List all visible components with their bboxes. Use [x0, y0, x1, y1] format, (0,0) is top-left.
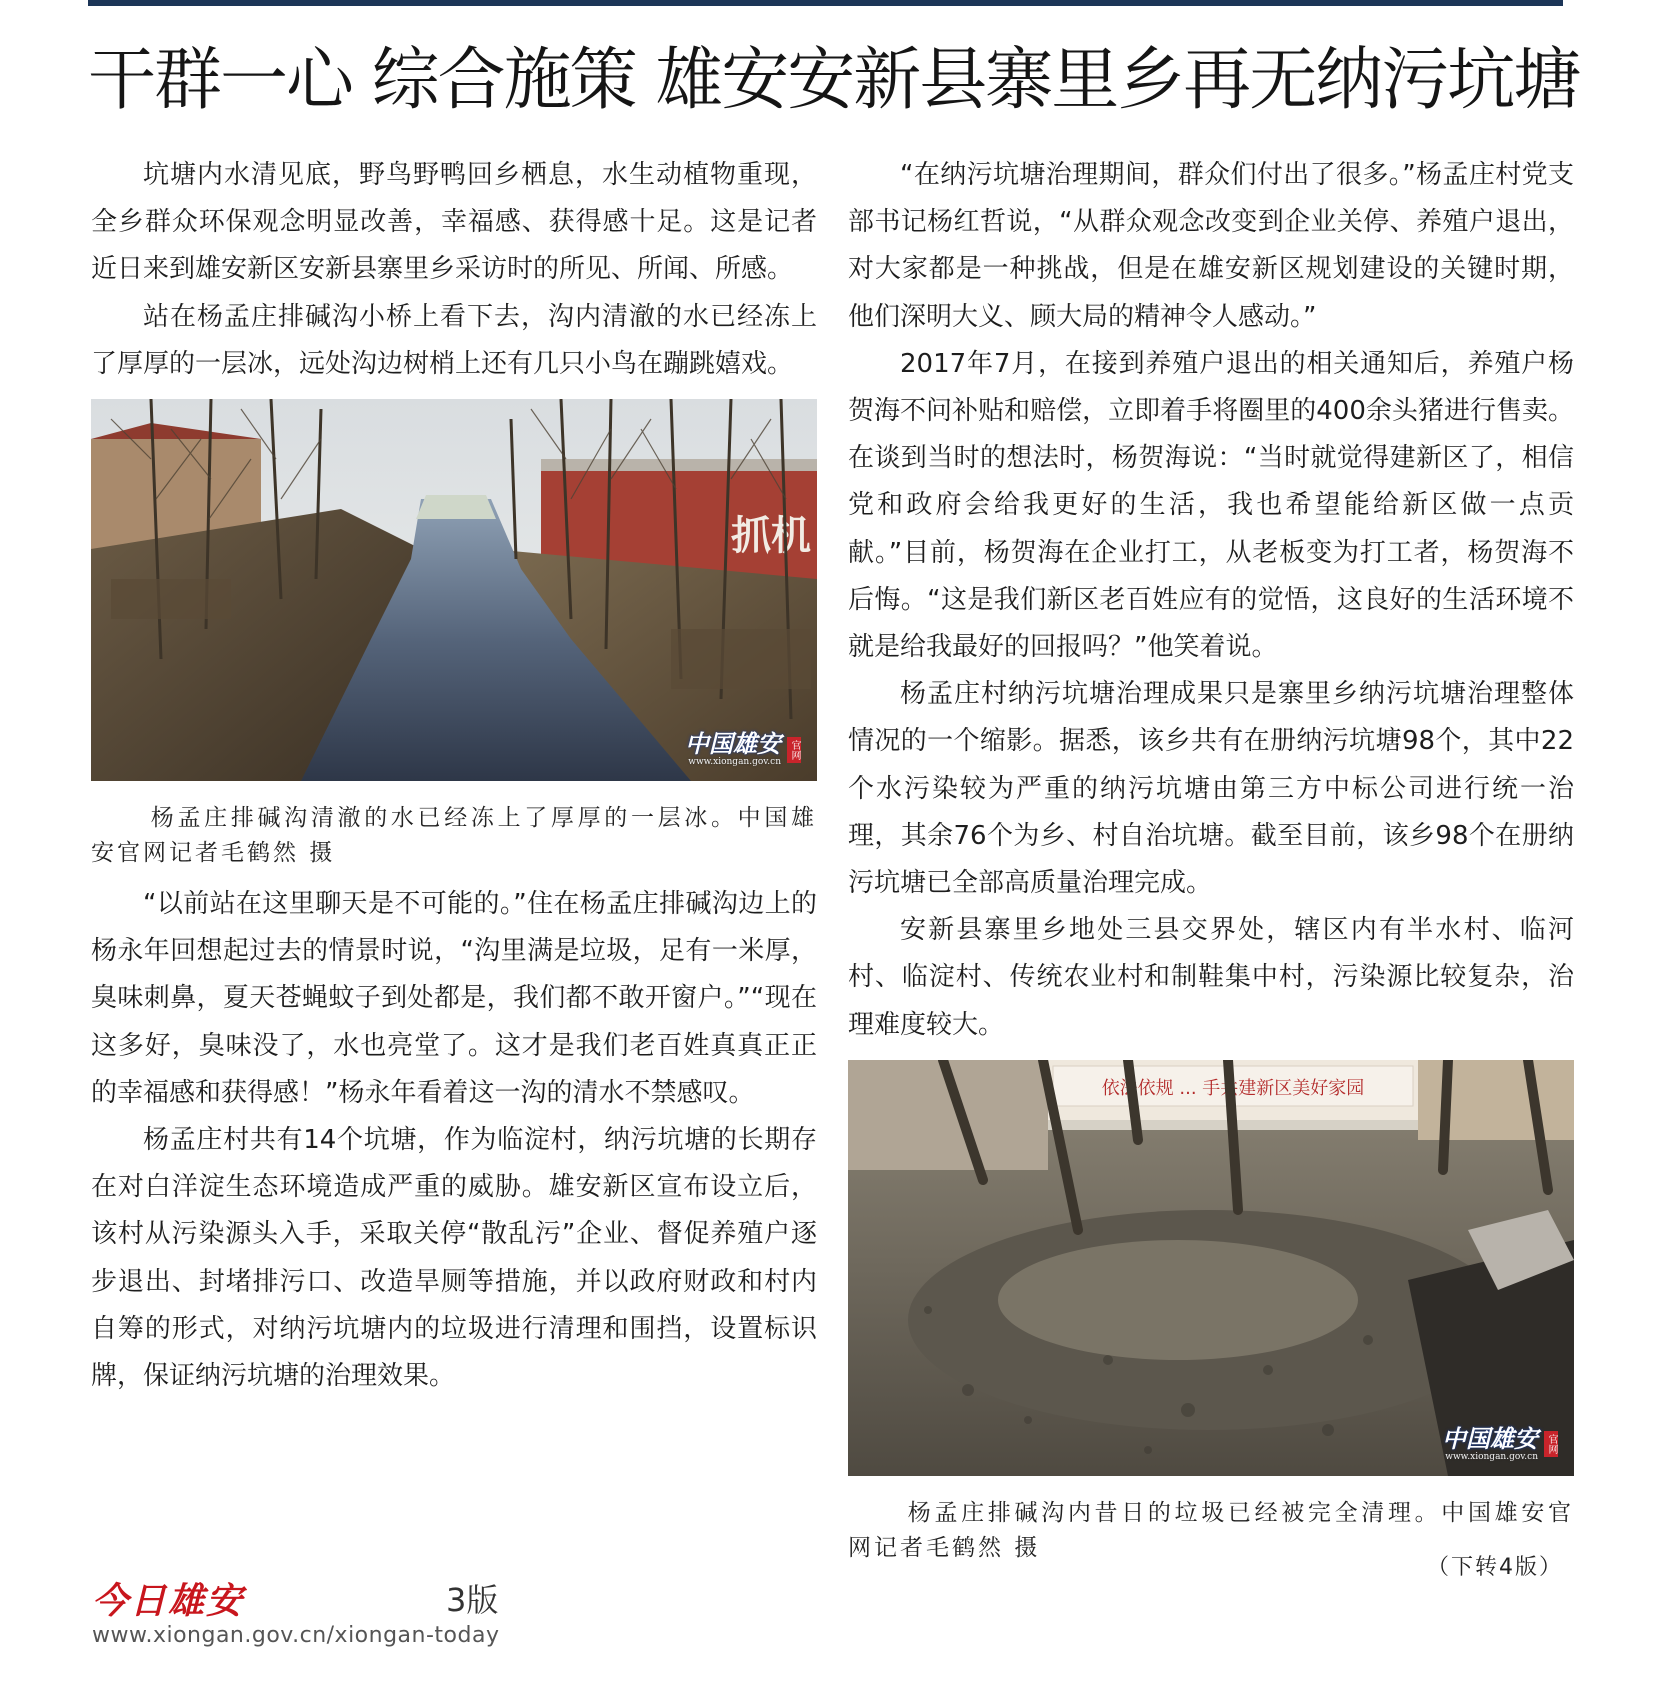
wall-banner: 依法依规 ... 手共建新区美好家园 [1101, 1077, 1365, 1099]
watermark-url: www.xiongan.gov.cn [688, 757, 781, 768]
left-column [91, 152, 817, 1400]
article-paragraph: 杨孟庄村共有14个坑塘，作为临淀村，纳污坑塘的长期存在对白洋淀生态环境造成严重的威胁。雄安新区宣布设立后，该村从污染源头入手，采取关停“散乱污”企业、督促养殖户逐步退出、封堵排污口、改造旱厕等措施，并以政府财政和村内自筹的形式，对纳污坑塘内的垃圾进行清理和围挡，设置标识牌，保证纳污坑塘的治理效果。 [91, 1125, 817, 1392]
article-paragraph: “在纳污坑塘治理期间，群众们付出了很多。”杨孟庄村党支部书记杨红哲说，“从群众观念改变到企业关停、养殖户退出，对大家都是一种挑战，但是在雄安新区规划建设的关键时期，他们深明大义、顾大局的精神令人感动。” [848, 160, 1574, 332]
publication-logo: 今日雄安 [92, 1580, 245, 1622]
watermark-seal: 官网 [787, 737, 801, 763]
continued-note: （下转4版） [1427, 1555, 1563, 1580]
watermark-url: www.xiongan.gov.cn [1445, 1451, 1538, 1462]
right-column [848, 152, 1574, 1576]
watermark-name: 中国雄安 [685, 729, 781, 759]
photo-frozen-ditch [91, 399, 817, 781]
photo-frozen-ditch-image [91, 399, 817, 781]
photo-cleaned-pit [848, 1060, 1574, 1476]
page-number: 3版 [446, 1581, 499, 1619]
publication-url[interactable]: www.xiongan.gov.cn/xiongan-today [92, 1623, 500, 1648]
wall-slogan: 抓机 [731, 513, 811, 560]
article-paragraph: “以前站在这里聊天是不可能的。”住在杨孟庄排碱沟边上的杨永年回想起过去的情景时说，“沟里满是垃圾，足有一米厚，臭味刺鼻，夏天苍蝇蚊子到处都是，我们都不敢开窗户。”“现在这多好，臭味没了，水也亮堂了。这才是我们老百姓真真正正的幸福感和获得感！”杨永年看着这一沟的清水不禁感叹。 [91, 889, 817, 1108]
photo-cleaned-pit-image [848, 1060, 1574, 1476]
top-rule [88, 0, 1563, 6]
watermark-name: 中国雄安 [1442, 1423, 1538, 1453]
page-headline: 干群一心 综合施策 雄安安新县寨里乡再无纳污坑塘 [88, 41, 1580, 120]
article-paragraph: 站在杨孟庄排碱沟小桥上看下去，沟内清澈的水已经冻上了厚厚的一层冰，远处沟边树梢上还有几只小鸟在蹦跳嬉戏。 [91, 301, 817, 379]
photo-watermark [685, 729, 801, 768]
article-paragraph: 安新县寨里乡地处三县交界处，辖区内有半水村、临河村、临淀村、传统农业村和制鞋集中村，污染源比较复杂，治理难度较大。 [848, 915, 1574, 1040]
article-paragraph: 坑塘内水清见底，野鸟野鸭回乡栖息，水生动植物重现，全乡群众环保观念明显改善，幸福感、获得感十足。这是记者近日来到雄安新区安新县寨里乡采访时的所见、所闻、所感。 [91, 160, 817, 285]
photo-caption: 杨孟庄排碱沟清澈的水已经冻上了厚厚的一层冰。中国雄安官网记者毛鹤然 摄 [91, 805, 817, 867]
article-paragraph: 2017年7月，在接到养殖户退出的相关通知后，养殖户杨贺海不问补贴和赔偿，立即着手将圈里的400余头猪进行售卖。在谈到当时的想法时，杨贺海说：“当时就觉得建新区了，相信党和政府会给我更好的生活，我也希望能给新区做一点贡献。”目前，杨贺海在企业打工，从老板变为打工者，杨贺海不后悔。“这是我们新区老百姓应有的觉悟，这良好的生活环境不就是给我最好的回报吗？”他笑着说。 [848, 348, 1574, 663]
photo-caption: 杨孟庄排碱沟内昔日的垃圾已经被完全清理。中国雄安官网记者毛鹤然 摄 [848, 1499, 1574, 1561]
watermark-seal: 官网 [1544, 1431, 1558, 1457]
photo-watermark [1442, 1423, 1558, 1462]
article-paragraph: 杨孟庄村纳污坑塘治理成果只是寨里乡纳污坑塘治理整体情况的一个缩影。据悉，该乡共有在册纳污坑塘98个，其中22个水污染较为严重的纳污坑塘由第三方中标公司进行统一治理，其余76个为乡、村自治坑塘。截至目前，该乡98个在册纳污坑塘已全部高质量治理完成。 [848, 679, 1574, 899]
